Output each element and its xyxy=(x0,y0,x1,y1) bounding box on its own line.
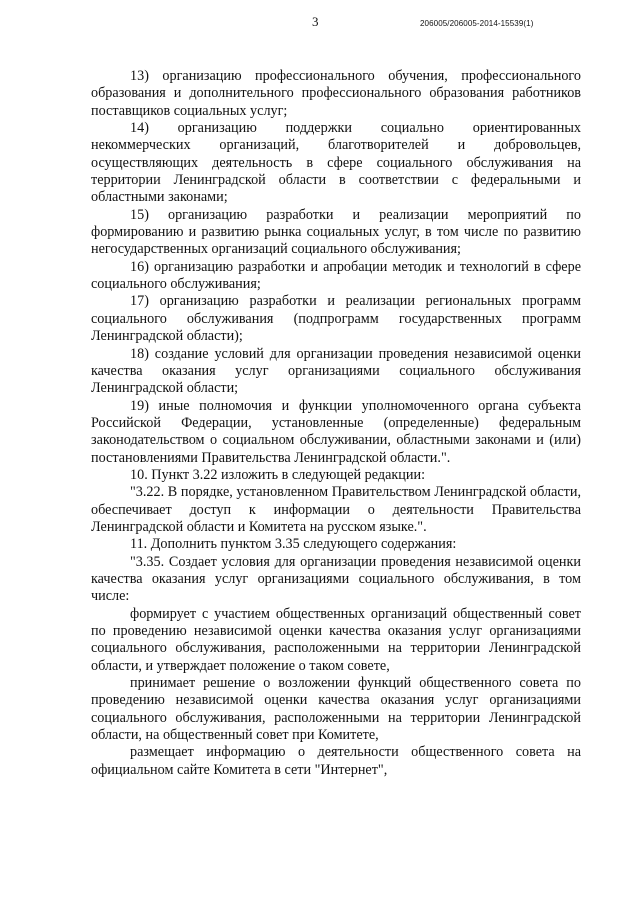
paragraph-item-19: 19) иные полномочия и функции уполномоченного органа субъекта Российской Федерации, установленные (определенные) федеральным законодательством о социальном обслуживании, областными законами и (или) постановлениями Правительства Ленинградской области.". xyxy=(91,397,581,466)
paragraph-publishes-info: размещает информацию о деятельности общественного совета на официальном сайте Комитета в сети "Интернет", xyxy=(91,744,581,778)
paragraph-item-15: 15) организацию разработки и реализации мероприятий по формированию и развитию рынка социальных услуг, в том числе по развитию негосударственных организаций социального обслуживания; xyxy=(91,206,581,258)
paragraph-item-18: 18) создание условий для организации проведения независимой оценки качества оказания услуг организациями социального обслуживания Ленинградской области; xyxy=(91,345,581,397)
paragraph-point-10: 10. Пункт 3.22 изложить в следующей редакции: xyxy=(130,466,426,483)
document-code: 206005/206005-2014-15539(1) xyxy=(420,19,534,28)
paragraph-assigns-functions: принимает решение о возложении функций общественного совета по проведению независимой оценки качества оказания услуг организациями социального обслуживания, расположенными на территории Ленинградской области, на общественный совет при Комитете, xyxy=(91,675,581,744)
paragraph-clause-3-22: "3.22. В порядке, установленном Правительством Ленинградской области, обеспечивает доступ к информации о деятельности Правительства Ленинградской области и Комитета на русском языке.". xyxy=(91,484,581,535)
paragraph-forms-council: формирует с участием общественных организаций общественный совет по проведению независимой оценки качества оказания услуг организациями социального обслуживания, расположенными на территории Ленинградской области, и утверждает положение о таком совете, xyxy=(91,605,581,674)
paragraph-clause-3-35: "3.35. Создает условия для организации проведения независимой оценки качества оказания услуг организациями социального обслуживания, в том числе: xyxy=(91,553,581,605)
paragraph-item-16: 16) организацию разработки и апробации методик и технологий в сфере социального обслуживания; xyxy=(91,258,581,293)
paragraph-item-14: 14) организацию поддержки социально ориентированных некоммерческих организаций, благотворителей и добровольцев, осуществляющих деятельность в сфере социального обслуживания на территории Ленинградской области в соответствии с федеральными и областными законами; xyxy=(91,120,581,206)
paragraph-item-17: 17) организацию разработки и реализации региональных программ социального обслуживания (подпрограмм государственных программ Ленинградской области); xyxy=(91,293,581,345)
document-body xyxy=(91,68,581,779)
paragraph-item-13: 13) организацию профессионального обучения, профессионального образования и дополнительного профессионального образования работников поставщиков социальных услуг; xyxy=(91,68,581,119)
page-number: 3 xyxy=(312,14,319,29)
paragraph-point-11: 11. Дополнить пунктом 3.35 следующего содержания: xyxy=(130,536,457,553)
